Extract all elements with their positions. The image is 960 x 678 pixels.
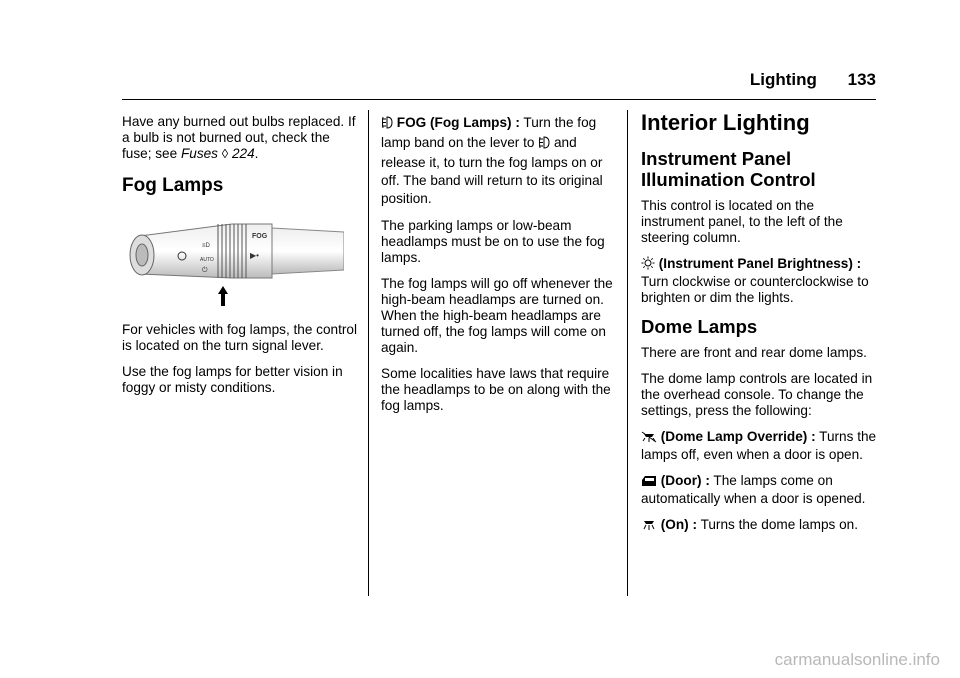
on-label: (On) : <box>660 517 698 532</box>
door-icon <box>641 475 657 491</box>
paragraph: The fog lamps will go off whenever the high-beam headlamps are turned on. When the high-beam headlamps are turned off, the fog lamps will come on again. <box>381 276 613 355</box>
section-title: Lighting <box>749 70 817 89</box>
column-1 <box>122 114 358 406</box>
reference-icon: ◊ <box>221 146 229 161</box>
brightness-label: (Instrument Panel Brightness) : <box>658 256 862 271</box>
turn-signal-lever-figure <box>122 216 344 308</box>
page-ref[interactable]: 224 <box>231 146 255 161</box>
door-label: (Door) : <box>660 473 710 488</box>
column-divider <box>627 110 628 596</box>
instrument-brightness-icon <box>641 256 655 274</box>
fog-control-description: FOG (Fog Lamps) : Turn the fog lamp band on the lever to and release it, to turn the fog lamps on or off. The band will return to its original position. <box>381 115 603 206</box>
on-description: (On) : Turns the dome lamps on. <box>641 517 877 535</box>
header-rule <box>122 99 876 100</box>
svg-text:▶•: ▶• <box>250 251 259 260</box>
override-description: (Dome Lamp Override) : Turns the lamps off, even when a door is open. <box>641 429 877 462</box>
paragraph: Use the fog lamps for better vision in foggy or misty conditions. <box>122 364 343 395</box>
svg-text:FOG: FOG <box>252 233 268 240</box>
svg-text:⏻: ⏻ <box>202 267 208 274</box>
fog-lamp-icon <box>381 116 393 134</box>
brightness-description: (Instrument Panel Brightness) : Turn clockwise or counterclockwise to brighten or dim the lights. <box>641 256 869 305</box>
lever-illustration <box>122 216 344 308</box>
interior-lighting-heading: Interior Lighting <box>641 110 810 135</box>
svg-text:AUTO: AUTO <box>200 257 214 263</box>
dome-on-icon <box>641 519 657 535</box>
fog-label: FOG (Fog Lamps) : <box>396 115 520 130</box>
svg-text:≡D: ≡D <box>202 243 210 249</box>
paragraph: The dome lamp controls are located in the overhead console. To change the settings, press the following: <box>641 371 873 418</box>
page-number: 133 <box>847 70 876 89</box>
instrument-panel-heading: Instrument Panel Illumination Control <box>641 148 816 190</box>
paragraph: For vehicles with fog lamps, the control is located on the turn signal lever. <box>122 322 357 353</box>
paragraph: This control is located on the instrument panel, to the left of the steering column. <box>641 198 843 245</box>
fog-lamp-icon <box>538 136 550 154</box>
page-header <box>750 70 876 90</box>
fog-lamps-heading: Fog Lamps <box>122 175 224 196</box>
column-3 <box>641 110 877 545</box>
door-description: (Door) : The lamps come on automatically when a door is opened. <box>641 473 866 506</box>
paragraph: There are front and rear dome lamps. <box>641 345 867 360</box>
column-divider <box>368 110 369 596</box>
override-label: (Dome Lamp Override) : <box>660 429 816 444</box>
dome-lamps-heading: Dome Lamps <box>641 316 758 337</box>
column-2 <box>381 114 617 424</box>
fuses-link[interactable]: Fuses <box>180 146 218 161</box>
dome-override-icon <box>641 431 657 447</box>
paragraph: The parking lamps or low-beam headlamps must be on to use the fog lamps. <box>381 218 605 265</box>
paragraph: Some localities have laws that require the headlamps to be on along with the fog lamps. <box>381 366 611 413</box>
watermark: carmanualsonline.info <box>774 650 940 669</box>
paragraph: Have any burned out bulbs replaced. If a bulb is not burned out, check the fuse; see Fuses ◊ 224. <box>122 114 356 161</box>
